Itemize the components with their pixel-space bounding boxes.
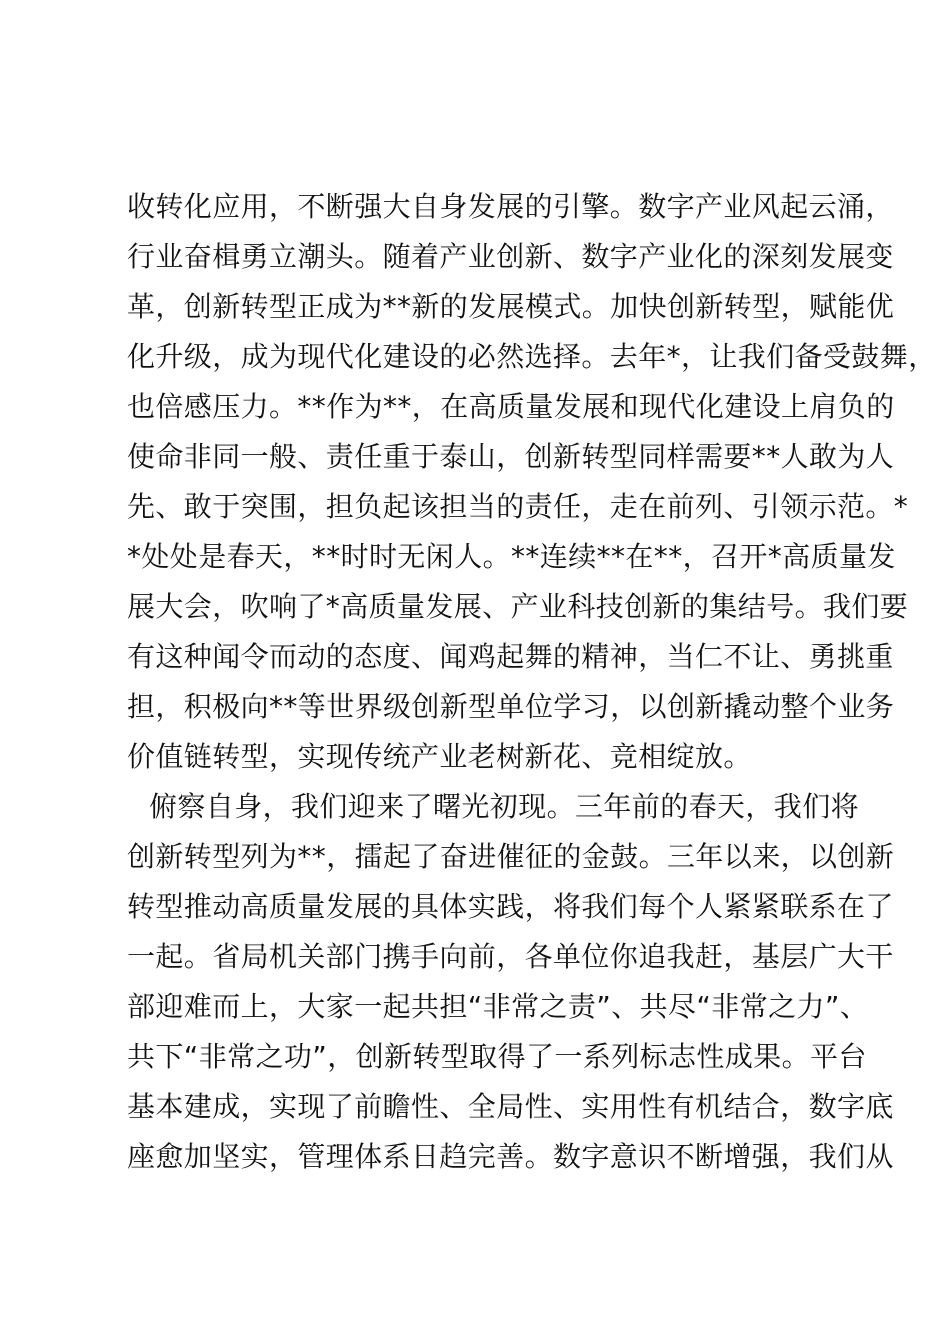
text-line: 展大会，吹响了*高质量发展、产业科技创新的集结号。我们要	[127, 590, 909, 623]
text-line: 有这种闻令而动的态度、闻鸡起舞的精神，当仁不让、勇挑重	[127, 640, 894, 673]
text-line: 共下“非常之功”，创新转型取得了一系列标志性成果。平台	[127, 1040, 867, 1073]
text-line: 创新转型列为**，擂起了奋进催征的金鼓。三年以来，以创新	[127, 840, 895, 873]
text-line: 基本建成，实现了前瞻性、全局性、实用性有机结合，数字底	[127, 1090, 894, 1123]
text-line: 革，创新转型正成为**新的发展模式。加快创新转型，赋能优	[127, 290, 895, 323]
text-line: 化升级，成为现代化建设的必然选择。去年*，让我们备受鼓舞，	[127, 340, 937, 373]
text-line: 先、敢于突围，担负起该担当的责任，走在前列、引领示范。*	[127, 490, 909, 523]
text-line: *处处是春天，**时时无闲人。**连续**在**，召开*高质量发	[127, 540, 896, 573]
text-line: 收转化应用，不断强大自身发展的引擎。数字产业风起云涌，	[127, 190, 894, 223]
text-line: 担，积极向**等世界级创新型单位学习，以创新撬动整个业务	[127, 690, 895, 723]
text-line: 使命非同一般、责任重于泰山，创新转型同样需要**人敢为人	[127, 440, 895, 473]
text-line: 部迎难而上，大家一起共担“非常之责”、共尽“非常之力”、	[127, 990, 869, 1023]
text-line: 座愈加坚实，管理体系日趋完善。数字意识不断增强，我们从	[127, 1140, 894, 1173]
text-line: 也倍感压力。**作为**，在高质量发展和现代化建设上肩负的	[127, 390, 895, 423]
body-text	[127, 182, 937, 1182]
text-line: 转型推动高质量发展的具体实践，将我们每个人紧紧联系在了	[127, 890, 894, 923]
text-line: 行业奋楫勇立潮头。随着产业创新、数字产业化的深刻发展变	[127, 240, 894, 273]
text-line: 价值链转型，实现传统产业老树新花、竞相绽放。	[127, 740, 752, 773]
paragraph-start-line: 俯察自身，我们迎来了曙光初现。三年前的春天，我们将	[149, 790, 860, 823]
text-line: 一起。省局机关部门携手向前，各单位你追我赶，基层广大干	[127, 940, 894, 973]
